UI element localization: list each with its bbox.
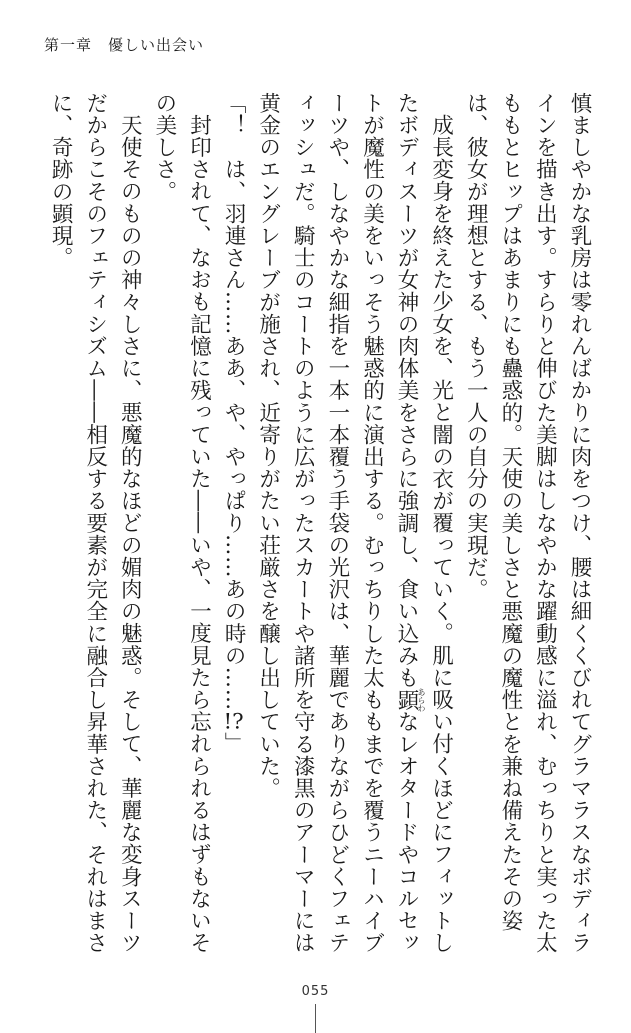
body-text	[40, 92, 596, 972]
dialogue-exclamation-tcy: !?	[223, 710, 244, 733]
paragraph-4: 封印されて、なおも記憶に残っていた――いや、一度見たら忘れられるはずもないその美しさ。	[151, 92, 212, 954]
dialogue-line	[215, 92, 250, 972]
ruby-base-text: 顕	[394, 687, 420, 712]
paragraph-2-text-b: なレオタードやコルセットが魔性の美をいっそう魅惑的に演出する。むっちりした太ももまでを覆うニーハイブーツや、しなやかな細指を一本一本覆う手袋の光沢は、華麗でありながらひどくフェティッシュだ。騎士のコートのように広がったスカートや諸所を守る漆黒のアーマーには黄金のエングレーブが施され、近寄りがたい荘厳さを醸し出していた。	[255, 92, 420, 954]
running-head: 第一章 優しい出会い	[44, 36, 205, 54]
page-number-rule	[315, 1004, 316, 1033]
page-number: 055	[301, 984, 330, 999]
paragraph-1: 慎ましやかな乳房は零れんばかりに肉をつけ、腰は細くくびれてグラマラスなボディラインを描き出す。すらりと伸びた美脚はしなやかな躍動感に溢れ、むっちりと実った太ももとヒップはあまりにも蠱惑的。天使の美しさと悪魔の魔性とを兼ね備えたその姿は、彼女が理想とする、もう一人の自分の実現だ。	[463, 92, 592, 954]
dialogue-text: 「！ は、羽連さん……ああ、や、やっぱり……あの時の……	[221, 92, 247, 711]
paragraph-5: 天使そのものの神々しさに、悪魔的なほどの媚肉の魅惑。そして、華麗な変身スーツだからこそのフェティシズム――相反する要素が完全に融合し昇華された、それはまさに、奇跡の顕現。	[48, 92, 143, 954]
dialogue-close-quote: 」	[221, 732, 247, 755]
ruby-reading: あらわ	[417, 687, 427, 712]
ruby-annotation	[394, 687, 427, 712]
paragraph-2-text-a: 成長変身を終えた少女を、光と闇の衣が覆っていく。肌に吸い付くほどにフィットしたボディスーツが女神の肉体美をさらに強調し、食い込みも	[394, 92, 454, 954]
paragraph-2	[250, 92, 458, 972]
